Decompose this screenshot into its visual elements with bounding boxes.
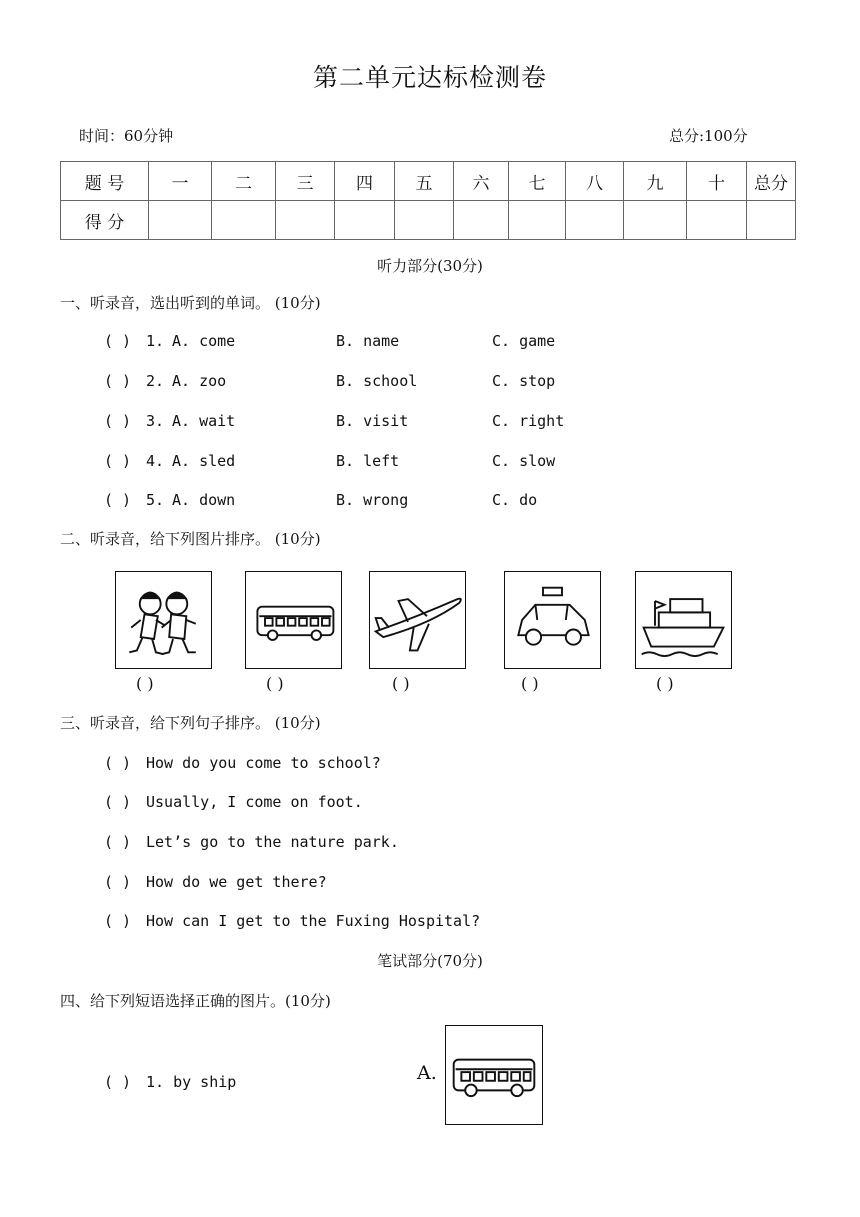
sentence-row	[104, 754, 381, 772]
question-number: 1.	[146, 332, 165, 350]
score-table-header-cell: 六	[454, 162, 509, 201]
option-b: B. left	[336, 452, 400, 470]
option-c: C. slow	[492, 452, 556, 470]
ship-icon	[635, 571, 732, 669]
answer-blank[interactable]: ( )	[656, 674, 674, 693]
option-c: C. right	[492, 412, 565, 430]
score-table-header-cell: 一	[149, 162, 212, 201]
option-a: A. sled	[172, 452, 236, 470]
sentence-text: Let’s go to the nature park.	[146, 833, 399, 851]
score-cell[interactable]	[335, 201, 395, 240]
score-table-header-cell: 十	[687, 162, 747, 201]
score-table-header-cell: 九	[624, 162, 687, 201]
phrase-row	[104, 1073, 236, 1091]
option-b: B. visit	[336, 412, 409, 430]
score-table-header-cell: 五	[395, 162, 454, 201]
score-table-header-cell: 题 号	[61, 162, 149, 201]
answer-blank[interactable]: ( )	[521, 674, 539, 693]
answer-blank[interactable]: ( )	[104, 372, 132, 390]
answer-blank[interactable]: ( )	[104, 332, 132, 350]
answer-blank[interactable]: ( )	[104, 833, 132, 851]
bus-icon	[245, 571, 342, 669]
exam-total-score: 总分:100分	[669, 127, 748, 145]
taxi-icon	[504, 571, 601, 669]
sentence-text: How can I get to the Fuxing Hospital?	[146, 912, 481, 930]
score-cell[interactable]	[624, 201, 687, 240]
walking-kids-icon	[115, 571, 212, 669]
option-a: A. down	[172, 491, 236, 509]
sentence-row	[104, 912, 480, 930]
answer-blank[interactable]: ( )	[266, 674, 284, 693]
sentence-row	[104, 793, 363, 811]
listening-heading: 听力部分(30分)	[377, 257, 483, 275]
question-number: 1.	[146, 1073, 165, 1091]
question-row	[104, 412, 704, 430]
sentence-text: How do you come to school?	[146, 754, 381, 772]
score-cell[interactable]	[566, 201, 624, 240]
writing-heading: 笔试部分(70分)	[377, 952, 483, 970]
score-cell[interactable]	[212, 201, 276, 240]
score-cell[interactable]	[747, 201, 796, 240]
option-b: B. name	[336, 332, 400, 350]
score-table-header-row	[61, 162, 796, 201]
option-c: C. stop	[492, 372, 556, 390]
section-3-title: 三、听录音，给下列句子排序。 (10分)	[60, 714, 321, 732]
score-table-header-cell: 七	[509, 162, 566, 201]
option-c: C. do	[492, 491, 538, 509]
section-2-title: 二、听录音，给下列图片排序。 (10分)	[60, 530, 321, 548]
score-table-header-cell: 总分	[747, 162, 796, 201]
question-row	[104, 372, 704, 390]
page-title: 第二单元达标检测卷	[312, 63, 547, 92]
answer-blank[interactable]: ( )	[104, 412, 132, 430]
sentence-text: Usually, I come on foot.	[146, 793, 363, 811]
score-table-row-label: 得 分	[61, 201, 149, 240]
answer-blank[interactable]: ( )	[104, 1073, 132, 1091]
section-1-title: 一、听录音，选出听到的单词。 (10分)	[60, 294, 321, 312]
option-a: A. wait	[172, 412, 236, 430]
section-4-title: 四、给下列短语选择正确的图片。(10分)	[60, 992, 331, 1010]
question-row	[104, 332, 704, 350]
sentence-text: How do we get there?	[146, 873, 327, 891]
bus-icon	[445, 1025, 543, 1125]
sentence-row	[104, 833, 399, 851]
option-c: C. game	[492, 332, 556, 350]
question-number: 2.	[146, 372, 165, 390]
score-cell[interactable]	[395, 201, 454, 240]
option-b: B. wrong	[336, 491, 409, 509]
question-row	[104, 452, 704, 470]
exam-time: 时间：60分钟	[79, 127, 174, 145]
score-cell[interactable]	[149, 201, 212, 240]
answer-blank[interactable]: ( )	[104, 793, 132, 811]
answer-blank[interactable]: ( )	[104, 873, 132, 891]
score-table-score-row	[61, 201, 796, 240]
question-row	[104, 491, 704, 509]
option-a: A. zoo	[172, 372, 227, 390]
score-cell[interactable]	[509, 201, 566, 240]
question-number: 5.	[146, 491, 165, 509]
answer-blank[interactable]: ( )	[392, 674, 410, 693]
score-cell[interactable]	[454, 201, 509, 240]
answer-blank[interactable]: ( )	[104, 912, 132, 930]
option-letter: A.	[417, 1062, 437, 1084]
score-cell[interactable]	[687, 201, 747, 240]
score-cell[interactable]	[276, 201, 335, 240]
option-b: B. school	[336, 372, 418, 390]
sentence-row	[104, 873, 327, 891]
phrase-text: by ship	[173, 1073, 237, 1091]
answer-blank[interactable]: ( )	[104, 491, 132, 509]
answer-blank[interactable]: ( )	[104, 754, 132, 772]
answer-blank[interactable]: ( )	[104, 452, 132, 470]
plane-icon	[369, 571, 466, 669]
question-number: 4.	[146, 452, 165, 470]
score-table	[60, 161, 796, 240]
score-table-header-cell: 三	[276, 162, 335, 201]
question-number: 3.	[146, 412, 165, 430]
score-table-header-cell: 四	[335, 162, 395, 201]
option-a: A. come	[172, 332, 236, 350]
score-table-header-cell: 二	[212, 162, 276, 201]
answer-blank[interactable]: ( )	[136, 674, 154, 693]
score-table-header-cell: 八	[566, 162, 624, 201]
